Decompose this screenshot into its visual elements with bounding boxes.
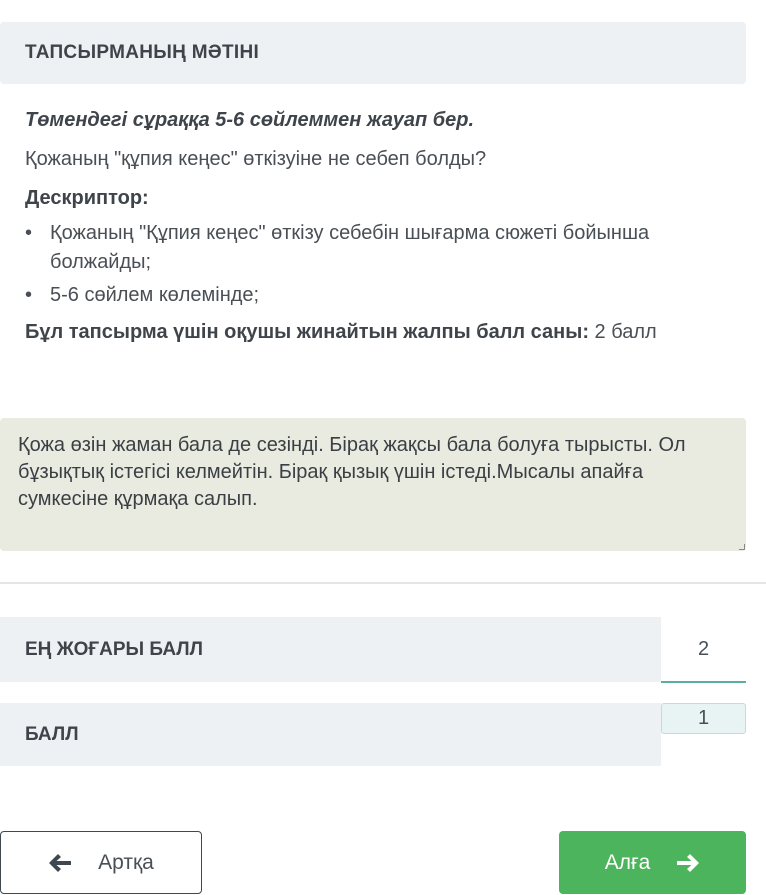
descriptor-list <box>25 219 725 310</box>
arrow-left-icon <box>48 853 72 873</box>
score-label: БАЛЛ <box>25 724 79 745</box>
task-header-title: ТАПСЫРМАНЫҢ МӘТІНІ <box>25 42 260 63</box>
descriptor-text: Қожаның "Құпия кеңес" өткізу себебін шығарма сюжеті бойынша болжайды; <box>50 222 650 273</box>
task-question: Қожаның "құпия кеңес" өткізуіне не себеп болды? <box>25 148 487 170</box>
points-label: Бұл тапсырма үшін оқушы жинайтын жалпы балл саны: <box>25 321 589 343</box>
max-score-value: 2 <box>661 617 746 683</box>
section-divider <box>0 582 766 584</box>
max-score-label: ЕҢ ЖОҒАРЫ БАЛЛ <box>25 639 203 660</box>
arrow-right-icon <box>676 853 700 873</box>
descriptor-item <box>25 219 725 277</box>
back-button-label: Артқа <box>98 850 154 874</box>
task-instruction: Төмендегі сұраққа 5-6 сөйлеммен жауап бер. <box>25 109 475 131</box>
task-header <box>0 22 746 84</box>
task-body <box>25 106 725 347</box>
resize-handle-icon[interactable] <box>739 544 745 550</box>
answer-textarea[interactable] <box>0 418 746 551</box>
score-row <box>0 703 661 766</box>
next-button-label: Алға <box>604 850 651 874</box>
descriptor-item <box>25 281 725 310</box>
descriptor-label: Дескриптор: <box>25 187 149 209</box>
bullet-icon: • <box>25 222 33 244</box>
next-button[interactable] <box>559 831 746 894</box>
points-line <box>25 318 725 347</box>
back-button[interactable] <box>0 831 202 894</box>
answer-text: Қожа өзін жаман бала де сезінді. Бірақ жақсы бала болуға тырысты. Ол бұзықтық істегісі келмейтін. Бірақ қызық үшін істеді.Мысалы апайға сумкесіне құрмақа салып. <box>18 434 686 510</box>
max-score-row <box>0 617 661 682</box>
descriptor-text: 5-6 сөйлем көлемінде; <box>50 284 260 306</box>
score-input[interactable]: 1 <box>661 703 746 734</box>
points-value: 2 балл <box>594 321 657 343</box>
bullet-icon: • <box>25 284 33 306</box>
